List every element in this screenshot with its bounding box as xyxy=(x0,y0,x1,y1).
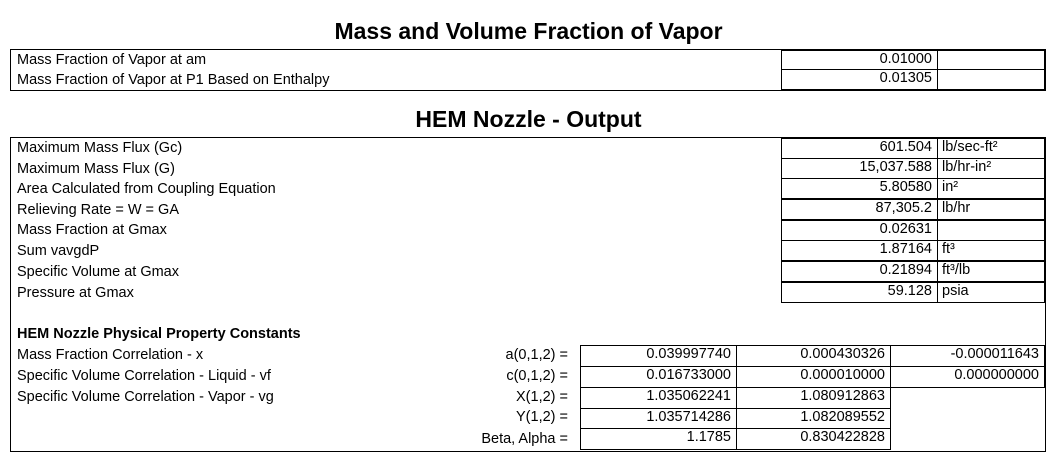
row-value[interactable]: 0.21894 xyxy=(781,261,938,282)
constant-equation: c(0,1,2) = xyxy=(506,368,568,384)
constant-label: Mass Fraction Correlation - x xyxy=(17,347,204,363)
constant-value[interactable]: 1.080912863 xyxy=(736,387,891,409)
row-unit[interactable]: ft³ xyxy=(937,240,1045,261)
row-unit[interactable]: lb/hr xyxy=(937,199,1045,220)
section1-title: Mass and Volume Fraction of Vapor xyxy=(334,18,723,44)
row-label: Mass Fraction of Vapor at P1 Based on Enthalpy xyxy=(17,72,330,88)
constant-equation: Y(1,2) = xyxy=(516,409,568,425)
row-unit[interactable]: lb/hr-in² xyxy=(937,158,1045,179)
constant-value[interactable]: 0.830422828 xyxy=(736,428,891,450)
row-unit[interactable]: in² xyxy=(937,178,1045,199)
constant-label: Specific Volume Correlation - Liquid - vf xyxy=(17,368,271,384)
constant-value[interactable]: 1.082089552 xyxy=(736,408,891,429)
row-label: Area Calculated from Coupling Equation xyxy=(17,181,276,197)
row-value[interactable]: 0.01000 xyxy=(781,50,938,70)
row-value[interactable]: 5.80580 xyxy=(781,178,938,199)
constant-equation: Beta, Alpha = xyxy=(481,431,568,447)
row-label: Mass Fraction of Vapor at am xyxy=(17,52,207,68)
row-value[interactable]: 1.87164 xyxy=(781,240,938,261)
row-label: Maximum Mass Flux (G) xyxy=(17,161,175,177)
row-label: Maximum Mass Flux (Gc) xyxy=(17,140,183,156)
constant-value[interactable]: 0.000000000 xyxy=(890,366,1045,388)
row-unit[interactable]: ft³/lb xyxy=(937,261,1045,282)
row-value[interactable]: 59.128 xyxy=(781,282,938,303)
row-label: Specific Volume at Gmax xyxy=(17,264,179,280)
constant-value[interactable]: 1.1785 xyxy=(580,428,737,450)
constant-value[interactable]: 1.035062241 xyxy=(580,387,737,409)
constant-equation: X(1,2) = xyxy=(516,389,568,405)
row-unit[interactable]: lb/sec-ft² xyxy=(937,138,1045,159)
constant-value[interactable]: -0.000011643 xyxy=(890,345,1045,367)
constant-value[interactable]: 0.016733000 xyxy=(580,366,737,388)
constants-heading: HEM Nozzle Physical Property Constants xyxy=(17,326,301,342)
row-unit[interactable] xyxy=(937,69,1045,90)
constant-label: Specific Volume Correlation - Vapor - vg xyxy=(17,389,274,405)
row-label: Relieving Rate = W = GA xyxy=(17,202,179,218)
row-unit[interactable] xyxy=(937,50,1045,70)
constant-value[interactable]: 0.039997740 xyxy=(580,345,737,367)
constant-value[interactable]: 0.000010000 xyxy=(736,366,891,388)
row-label: Sum vavgdP xyxy=(17,243,100,259)
row-unit[interactable] xyxy=(937,220,1045,241)
row-value[interactable]: 87,305.2 xyxy=(781,199,938,220)
constant-equation: a(0,1,2) = xyxy=(505,347,568,363)
row-value[interactable]: 15,037.588 xyxy=(781,158,938,179)
row-value[interactable]: 0.01305 xyxy=(781,69,938,90)
row-value[interactable]: 0.02631 xyxy=(781,220,938,241)
row-label: Pressure at Gmax xyxy=(17,285,134,301)
row-unit[interactable]: psia xyxy=(937,282,1045,303)
constant-value[interactable]: 0.000430326 xyxy=(736,345,891,367)
section2-title: HEM Nozzle - Output xyxy=(415,106,642,132)
row-value[interactable]: 601.504 xyxy=(781,138,938,159)
row-label: Mass Fraction at Gmax xyxy=(17,222,167,238)
constant-value[interactable]: 1.035714286 xyxy=(580,408,737,429)
